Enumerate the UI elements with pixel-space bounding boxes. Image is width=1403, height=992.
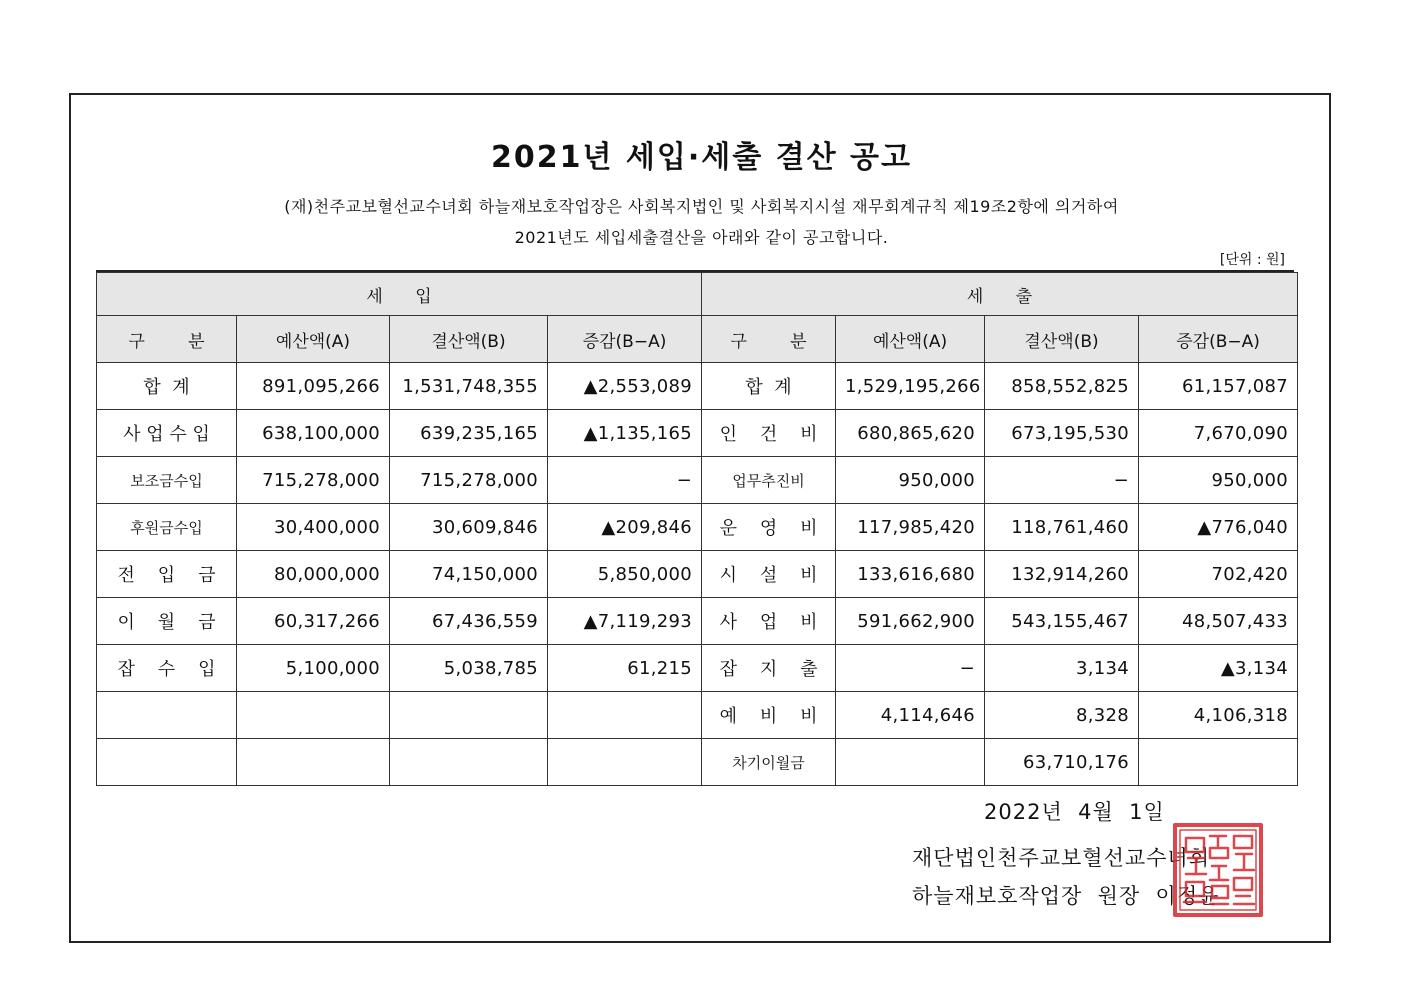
- revenue-budget-cell: [237, 739, 390, 786]
- expense-change-cell: 48,507,433: [1139, 598, 1298, 645]
- revenue-budget-cell: 60,317,266: [237, 598, 390, 645]
- expense-category-cell: 예 비 비: [702, 692, 836, 739]
- expense-change-cell: 950,000: [1139, 457, 1298, 504]
- revenue-change-cell: ▲2,553,089: [548, 363, 702, 410]
- revenue-settlement-cell: 639,235,165: [390, 410, 548, 457]
- table-row: [97, 457, 1298, 504]
- expense-change-cell: 7,670,090: [1139, 410, 1298, 457]
- expense-budget-cell: −: [836, 645, 985, 692]
- revenue-budget-cell: 80,000,000: [237, 551, 390, 598]
- expense-budget-cell: 1,529,195,266: [836, 363, 985, 410]
- expense-change-cell: 4,106,318: [1139, 692, 1298, 739]
- expense-settlement-cell: −: [985, 457, 1139, 504]
- expense-settlement-cell: 543,155,467: [985, 598, 1139, 645]
- table-row: [97, 645, 1298, 692]
- table-body: [97, 363, 1298, 786]
- expense-category-cell: 잡 지 출: [702, 645, 836, 692]
- revenue-change-cell: 5,850,000: [548, 551, 702, 598]
- intro-line-2: 2021년도 세입세출결산을 아래와 같이 공고합니다.: [514, 228, 889, 247]
- section-header-row: [97, 273, 1298, 316]
- revenue-settlement-cell: 1,531,748,355: [390, 363, 548, 410]
- expense-col-change: 증감(B−A): [1139, 316, 1298, 363]
- signature-line-1: 재단법인천주교보혈선교수녀회: [912, 846, 1211, 870]
- revenue-change-cell: 61,215: [548, 645, 702, 692]
- revenue-header: 세 입: [97, 273, 702, 316]
- expense-settlement-cell: 673,195,530: [985, 410, 1139, 457]
- expense-category-cell: 업무추진비: [702, 457, 836, 504]
- expense-budget-cell: 950,000: [836, 457, 985, 504]
- expense-col-category: 구 분: [702, 316, 836, 363]
- table-row: [97, 551, 1298, 598]
- expense-col-settlement: 결산액(B): [985, 316, 1139, 363]
- expense-budget-cell: 133,616,680: [836, 551, 985, 598]
- expense-settlement-cell: 8,328: [985, 692, 1139, 739]
- revenue-budget-cell: 5,100,000: [237, 645, 390, 692]
- revenue-category-cell: 잡 수 입: [97, 645, 237, 692]
- expense-budget-cell: 4,114,646: [836, 692, 985, 739]
- expense-category-cell: 합 계: [702, 363, 836, 410]
- notice-date: 2022년 4월 1일: [984, 800, 1165, 824]
- expense-budget-cell: 591,662,900: [836, 598, 985, 645]
- settlement-table: [96, 272, 1298, 786]
- revenue-change-cell: [548, 692, 702, 739]
- expense-budget-cell: 680,865,620: [836, 410, 985, 457]
- revenue-col-change: 증감(B−A): [548, 316, 702, 363]
- expense-header: 세 출: [702, 273, 1298, 316]
- table-row: [97, 504, 1298, 551]
- expense-settlement-cell: 3,134: [985, 645, 1139, 692]
- expense-change-cell: ▲3,134: [1139, 645, 1298, 692]
- revenue-change-cell: [548, 739, 702, 786]
- revenue-category-cell: 사 업 수 입: [97, 410, 237, 457]
- revenue-settlement-cell: 5,038,785: [390, 645, 548, 692]
- expense-category-cell: 사 업 비: [702, 598, 836, 645]
- revenue-category-cell: 합 계: [97, 363, 237, 410]
- revenue-budget-cell: 30,400,000: [237, 504, 390, 551]
- revenue-budget-cell: 715,278,000: [237, 457, 390, 504]
- revenue-settlement-cell: [390, 739, 548, 786]
- revenue-budget-cell: 638,100,000: [237, 410, 390, 457]
- expense-settlement-cell: 132,914,260: [985, 551, 1139, 598]
- expense-change-cell: 61,157,087: [1139, 363, 1298, 410]
- revenue-col-budget: 예산액(A): [237, 316, 390, 363]
- table-row: [97, 692, 1298, 739]
- revenue-settlement-cell: 30,609,846: [390, 504, 548, 551]
- revenue-category-cell: 후원금수입: [97, 504, 237, 551]
- expense-change-cell: 702,420: [1139, 551, 1298, 598]
- table-row: [97, 410, 1298, 457]
- revenue-category-cell: [97, 692, 237, 739]
- revenue-settlement-cell: [390, 692, 548, 739]
- table-row: [97, 363, 1298, 410]
- expense-change-cell: ▲776,040: [1139, 504, 1298, 551]
- column-header-row: [97, 316, 1298, 363]
- revenue-budget-cell: [237, 692, 390, 739]
- revenue-settlement-cell: 67,436,559: [390, 598, 548, 645]
- revenue-budget-cell: 891,095,266: [237, 363, 390, 410]
- expense-settlement-cell: 118,761,460: [985, 504, 1139, 551]
- expense-col-budget: 예산액(A): [836, 316, 985, 363]
- expense-change-cell: [1139, 739, 1298, 786]
- revenue-change-cell: ▲7,119,293: [548, 598, 702, 645]
- expense-budget-cell: [836, 739, 985, 786]
- expense-category-cell: 인 건 비: [702, 410, 836, 457]
- expense-budget-cell: 117,985,420: [836, 504, 985, 551]
- expense-category-cell: 차기이월금: [702, 739, 836, 786]
- revenue-col-settlement: 결산액(B): [390, 316, 548, 363]
- revenue-category-cell: 전 입 금: [97, 551, 237, 598]
- expense-settlement-cell: 63,710,176: [985, 739, 1139, 786]
- revenue-change-cell: ▲1,135,165: [548, 410, 702, 457]
- intro-line-1: (재)천주교보혈선교수녀회 하늘재보호작업장은 사회복지법인 및 사회복지시설 재무회계규칙 제19조2항에 의거하여: [284, 197, 1119, 216]
- revenue-settlement-cell: 715,278,000: [390, 457, 548, 504]
- unit-note: [단위 : 원]: [1219, 252, 1285, 268]
- revenue-col-category: 구 분: [97, 316, 237, 363]
- revenue-settlement-cell: 74,150,000: [390, 551, 548, 598]
- revenue-change-cell: ▲209,846: [548, 504, 702, 551]
- table-row: [97, 739, 1298, 786]
- table-row: [97, 598, 1298, 645]
- signature-line-2: 하늘재보호작업장 원장 이정윤: [912, 884, 1220, 908]
- revenue-change-cell: −: [548, 457, 702, 504]
- revenue-category-cell: 이 월 금: [97, 598, 237, 645]
- revenue-category-cell: [97, 739, 237, 786]
- page-title: 2021년 세입·세출 결산 공고: [490, 140, 913, 175]
- revenue-category-cell: 보조금수입: [97, 457, 237, 504]
- expense-settlement-cell: 858,552,825: [985, 363, 1139, 410]
- expense-category-cell: 운 영 비: [702, 504, 836, 551]
- expense-category-cell: 시 설 비: [702, 551, 836, 598]
- official-seal-icon: [1172, 822, 1264, 918]
